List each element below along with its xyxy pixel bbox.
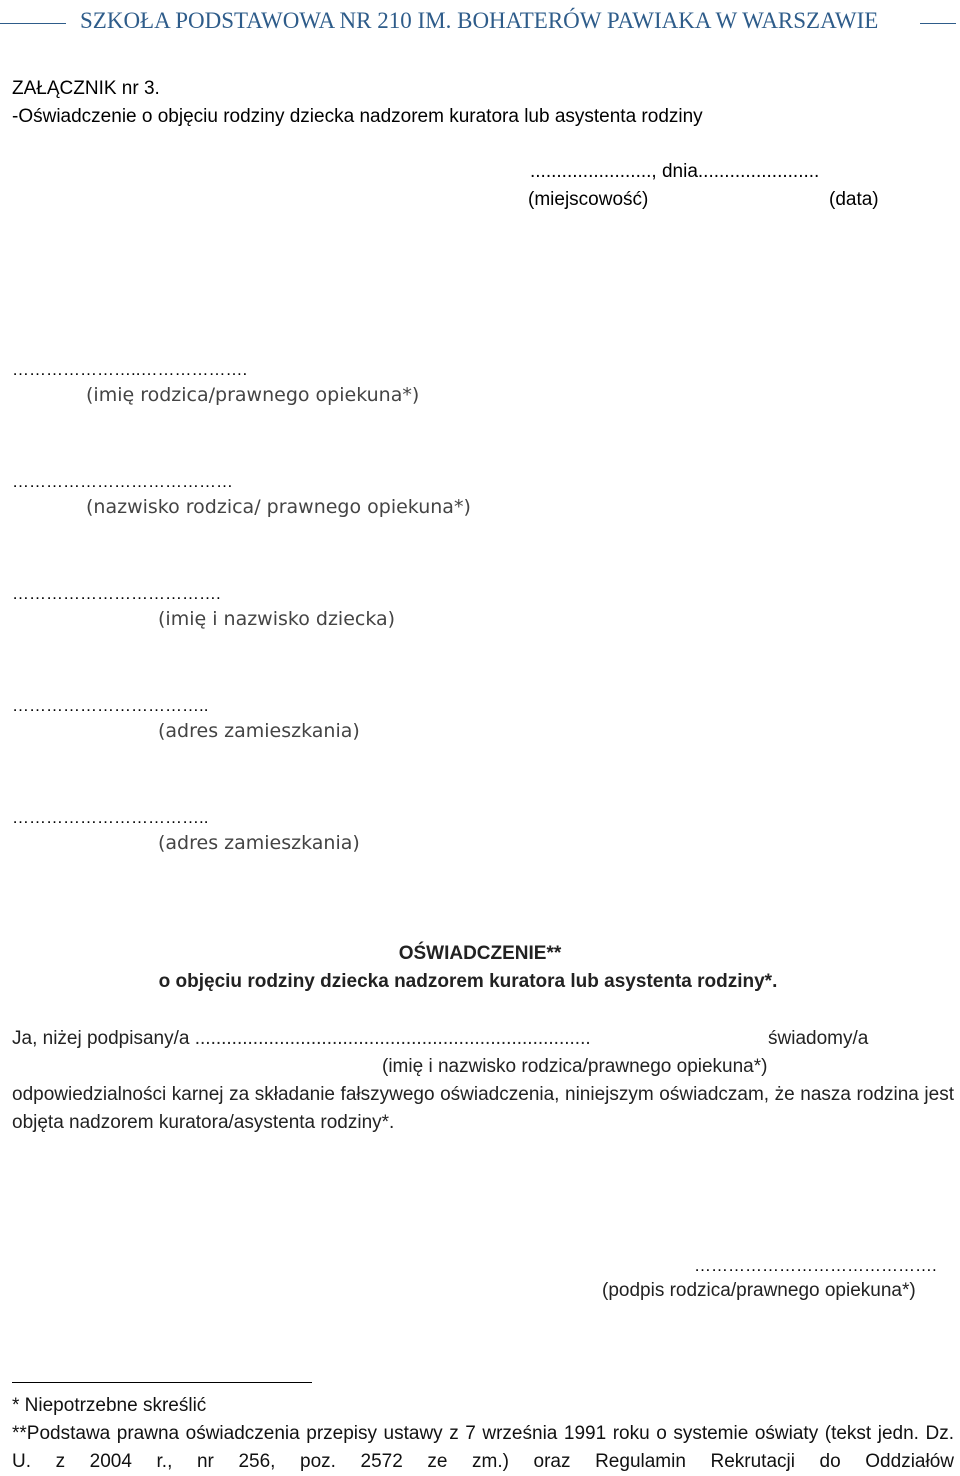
address-field-1[interactable]: …………………………….. xyxy=(12,696,209,715)
parent-first-name-label: (imię rodzica/prawnego opiekuna*) xyxy=(86,384,420,406)
declarant-line-start: Ja, niżej podpisany/a ........................................................................... xyxy=(12,1028,591,1049)
statement-subtitle: o objęciu rodziny dziecka nadzorem kuratora lub asystenta rodziny*. xyxy=(158,971,778,992)
place-date-line: ......................., dnia....................... xyxy=(530,161,820,182)
statement-title: OŚWIADCZENIE** xyxy=(398,943,562,964)
attachment-number: ZAŁĄCZNIK nr 3. xyxy=(12,78,160,99)
footnote-separator xyxy=(12,1382,312,1383)
declarant-line-end: świadomy/a xyxy=(768,1028,869,1049)
child-name-field[interactable]: ………………………………. xyxy=(12,584,221,603)
date-label: (data) xyxy=(829,189,879,210)
parent-last-name-label: (nazwisko rodzica/ prawnego opiekuna*) xyxy=(86,496,471,518)
address-label-1: (adres zamieszkania) xyxy=(158,720,360,742)
header-rule-left xyxy=(0,23,66,24)
place-label: (miejscowość) xyxy=(528,189,649,210)
header-rule-right xyxy=(920,23,956,24)
school-name: SZKOŁA PODSTAWOWA NR 210 IM. BOHATERÓW PAWIAKA W WARSZAWIE xyxy=(80,8,879,33)
parent-first-name-field[interactable]: …………………..………………. xyxy=(12,360,248,379)
signature-label: (podpis rodzica/prawnego opiekuna*) xyxy=(602,1280,916,1301)
child-name-label: (imię i nazwisko dziecka) xyxy=(158,608,396,630)
page-header xyxy=(0,6,960,38)
parent-last-name-field[interactable]: ………………………………… xyxy=(12,472,233,491)
signature-field[interactable]: ……………………………………. xyxy=(694,1256,937,1275)
address-field-2[interactable]: …………………………….. xyxy=(12,808,209,827)
footnote-1: * Niepotrzebne skreślić xyxy=(12,1395,207,1416)
footnote-2: **Podstawa prawna oświadczenia przepisy ustawy z 7 września 1991 roku o systemie oświaty (tekst jedn. Dz. U. z 2004 r., nr 256, poz. 2572 ze zm.) oraz Regulamin Rekrutacji do Oddziałów xyxy=(12,1423,954,1472)
address-label-2: (adres zamieszkania) xyxy=(158,832,360,854)
statement-body: odpowiedzialności karnej za składanie fałszywego oświadczenia, niniejszym oświadczam, że nasza rodzina jest objęta nadzorem kuratora/asystenta rodziny*. xyxy=(12,1084,954,1133)
declarant-name-label: (imię i nazwisko rodzica/prawnego opiekuna*) xyxy=(382,1056,768,1077)
attachment-description: -Oświadczenie o objęciu rodziny dziecka nadzorem kuratora lub asystenta rodziny xyxy=(12,106,703,127)
